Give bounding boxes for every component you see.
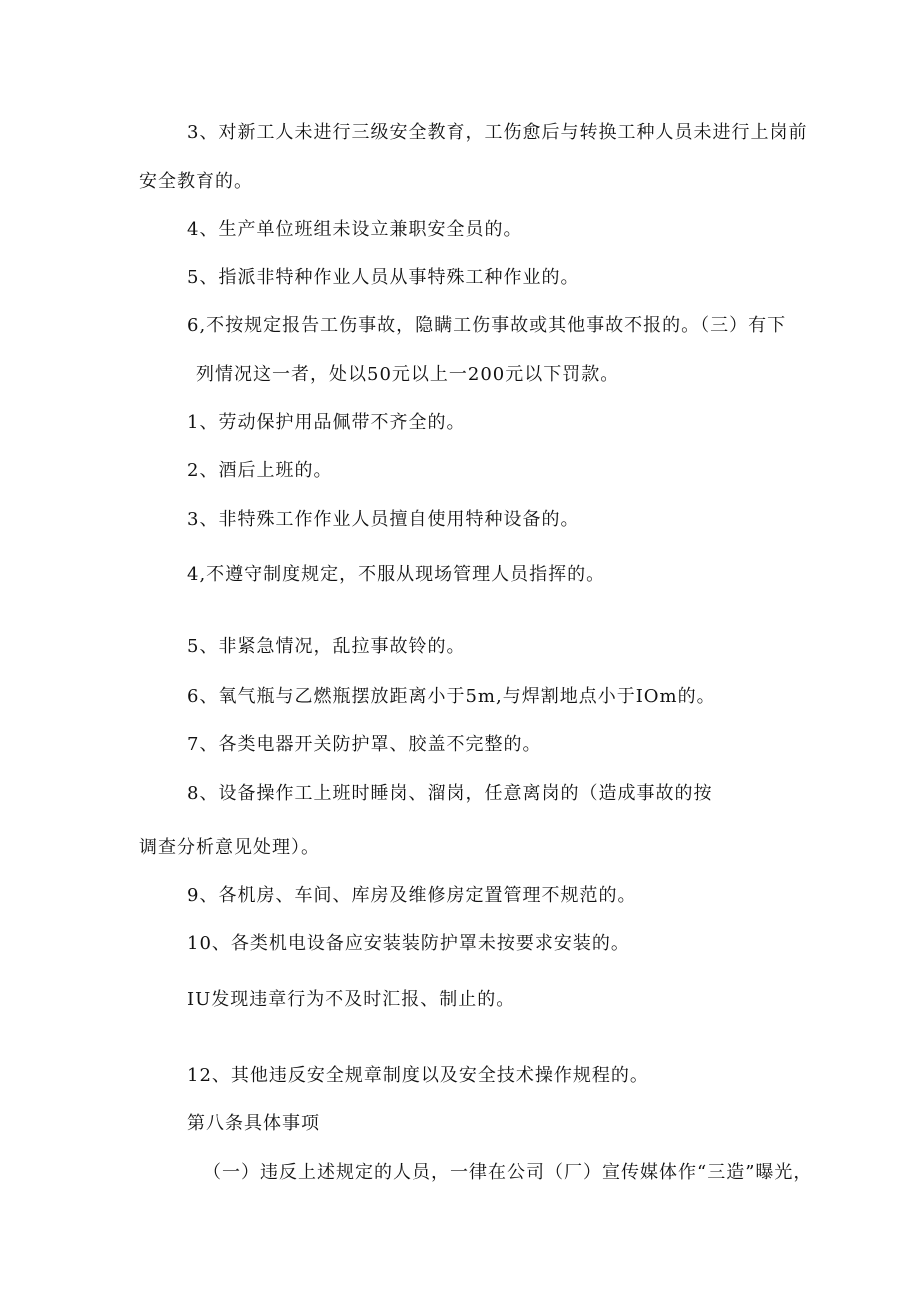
text-line-7: 1、劳动保护用品佩带不齐全的。 bbox=[187, 412, 466, 433]
text-line-16: 9、各机房、车间、库房及维修房定置管理不规范的。 bbox=[187, 885, 637, 906]
text-line-12: 6、氧气瓶与乙燃瓶摆放距离小于5m,与焊割地点小于IOm的。 bbox=[187, 686, 716, 707]
section-heading: 第八条具体事项 bbox=[187, 1113, 320, 1134]
text-line-11: 5、非紧急情况，乱拉事故铃的。 bbox=[187, 636, 466, 657]
text-line-18: IU发现违章行为不及时汇报、制止的。 bbox=[187, 989, 516, 1010]
text-line-17: 10、各类机电设备应安装装防护罩未按要求安装的。 bbox=[187, 933, 630, 954]
text-line-2: 安全教育的。 bbox=[139, 171, 253, 192]
text-line-1: 3、对新工人未进行三级安全教育，工伤愈后与转换工种人员未进行上岗前 bbox=[187, 122, 808, 143]
text-line-9: 3、非特殊工作作业人员擅自使用特种设备的。 bbox=[187, 509, 580, 530]
text-line-19: 12、其他违反安全规章制度以及安全技术操作规程的。 bbox=[187, 1065, 649, 1086]
text-line-6: 列情况这一者，处以50元以上一200元以下罚款。 bbox=[196, 364, 620, 385]
text-line-5: 6,不按规定报告工伤事故，隐瞒工伤事故或其他事故不报的。（三）有下 bbox=[187, 315, 787, 336]
text-line-3: 4、生产单位班组未设立兼职安全员的。 bbox=[187, 219, 523, 240]
text-line-21: （一）违反上述规定的人员，一律在公司（厂）宣传媒体作“三造”曝光， bbox=[203, 1162, 813, 1183]
text-line-8: 2、酒后上班的。 bbox=[187, 460, 333, 481]
text-line-15: 调查分析意见处理）。 bbox=[139, 837, 320, 858]
text-line-4: 5、指派非特种作业人员从事特殊工种作业的。 bbox=[187, 267, 580, 288]
text-line-13: 7、各类电器开关防护罩、胶盖不完整的。 bbox=[187, 734, 542, 755]
text-line-14: 8、设备操作工上班时睡岗、溜岗，任意离岗的（造成事故的按 bbox=[187, 783, 713, 804]
text-line-10: 4,不遵守制度规定，不服从现场管理人员指挥的。 bbox=[187, 564, 606, 585]
